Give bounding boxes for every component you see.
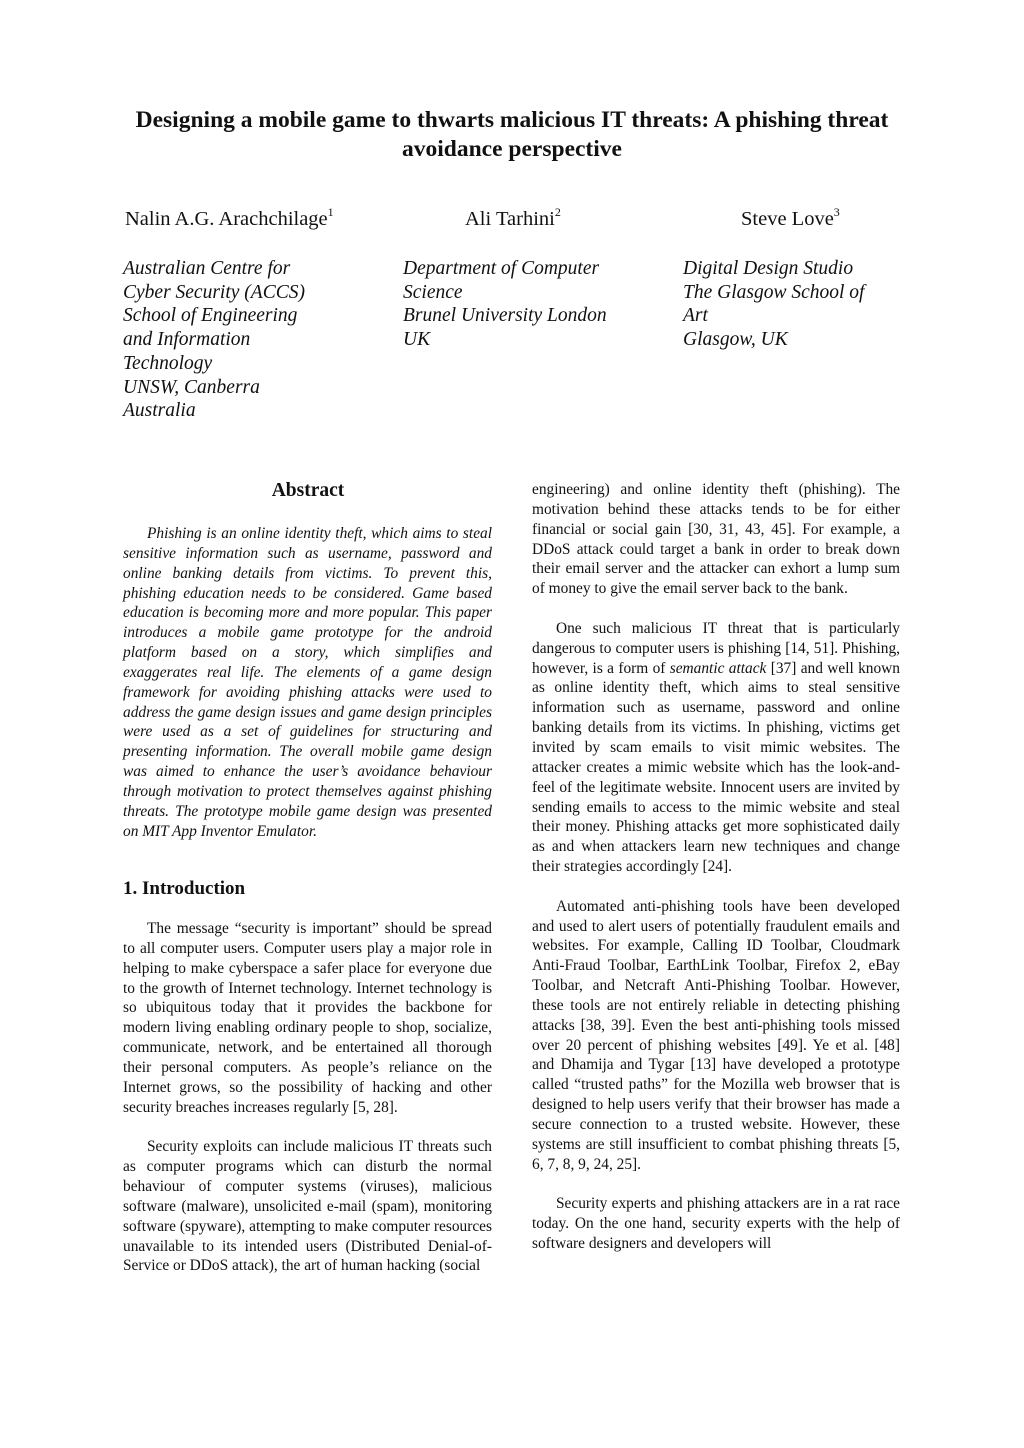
affiliation-3 [683,257,864,352]
body-paragraph [532,619,900,877]
affiliation-line: Science [403,281,463,303]
abstract-body [123,524,492,842]
author-name: Ali Tarhini [465,208,555,230]
affiliation-line: Cyber Security (ACCS) [123,281,305,303]
affiliation-line: Digital Design Studio [683,258,854,279]
abstract-paragraph: Phishing is an online identity theft, which aims to steal sensitive information such as username, password and online banking details from victims. To prevent this, phishing education needs to be considered. Game based education is becoming more and more popular. This paper introduces a mobile game prototype for the android platform based on a story, which simplifies and exaggerates real life. The elements of a game design framework for avoiding phishing attacks were used to address the game design issues and game design principles were used as a set of guidelines for structuring and presenting information. The overall mobile game design was aimed to enhance the user’s avoidance behaviour through motivation to protect themselves against phishing threats. The prototype mobile game design was presented on MIT App Inventor Emulator. [123,525,492,840]
left-column-body [123,919,492,1276]
author-name: Nalin A.G. Arachchilage [125,208,328,230]
body-paragraph: Security experts and phishing attackers are in a rat race today. On the one hand, security experts with the help of software designers and developers will [532,1195,900,1253]
body-paragraph: The message “security is important” should be spread to all computer users. Computer users play a major role in helping to make cyberspace a safer place for everyone due to the growth of Internet technology. Internet technology is so ubiquitous today that it provides the backbone for modern living enabling ordinary people to shop, socialize, communicate, network, and be entertained all thorough their personal computers. As people’s reliance on the Internet grows, so the possibility of hacking and other security breaches increases regularly [5, 28]. [123,920,492,1116]
affiliation-line: Art [683,305,708,327]
affiliation-line: The Glasgow School of [683,281,865,303]
text-run: [37] and well known as online identity theft, which aims to steal sensitive information such as username, password and online banking details from its victims. In phishing, victims get invited by scam emails to visit mimic websites. The attacker creates a mimic website which has the look-and-feel of the legitimate website. Innocent users are invited by sending emails to access to the mimic website and steal their money. Phishing attacks get more sophisticated daily as and when attackers learn new techniques and change their strategies accordingly [24]. [532,659,900,876]
affiliation-line: and Information [123,329,251,351]
body-paragraph: engineering) and online identity theft (phishing). The motivation behind these attacks tends to be for either financial or social gain [30, 31, 43, 45]. For example, a DDoS attack could target a bank in order to break down their email server and the attacker can exhort a lump sum of money to give the email server back to the bank. [532,481,900,598]
affiliation-line: Department of Computer [403,258,600,279]
text-run: One such malicious IT threat that is particularly dangerous to computer users is phishing [14, 51]. Phishing, however, is a form of [532,619,900,677]
body-paragraph: Automated anti-phishing tools have been developed and used to alert users of potentially fraudulent emails and websites. For example, Calling ID Toolbar, Cloudmark Anti-Fraud Toolbar, EarthLink Toolbar, Firefox 2, eBay Toolbar, and Netcraft Anti-Phishing Toolbar. However, these tools are not entirely reliable in detecting phishing attacks [38, 39]. Even the best anti-phishing tools missed over 20 percent of phishing websites [49]. Ye et al. [48] and Dhamija and Tygar [13] have developed a prototype called “trusted paths” for the Mozilla web browser that is designed to help users verify that their browser has made a secure connection to a trusted website. However, these systems are still insufficient to combat phishing threats [5, 6, 7, 8, 9, 24, 25]. [532,897,900,1173]
right-column-body [532,480,900,1254]
author-1 [125,206,334,232]
affiliation-line: UK [403,329,431,351]
body-paragraph: Security exploits can include malicious IT threats such as computer programs which can disturb the normal behaviour of computer systems (viruses), malicious software (malware), unsolicited e-mail (spam), monitoring software (spyware), attempting to make computer resources unavailable to its intended users (Distributed Denial-of-Service or DDoS attack), the art of human hacking (social [123,1138,492,1275]
affiliation-line: Technology [123,352,213,374]
affiliation-line: School of Engineering [123,305,298,327]
affiliation-line: Brunel University London [403,305,607,327]
affiliation-line: Australian Centre for [123,258,291,279]
author-2 [465,206,561,232]
affiliation-line: Australia [123,400,196,422]
author-affiliation-mark: 1 [327,205,334,219]
emphasis-term: semantic attack [669,659,767,677]
author-name: Steve Love [741,208,834,230]
affiliation-line: Glasgow, UK [683,329,788,351]
author-3 [741,206,840,232]
affiliation-line: UNSW, Canberra [123,376,260,398]
author-affiliation-mark: 2 [554,205,561,219]
section-heading-introduction: 1. Introduction [123,878,246,899]
affiliation-2 [403,257,607,352]
author-affiliation-mark: 3 [833,205,840,219]
abstract-heading: Abstract [271,480,345,501]
affiliation-1 [123,257,305,423]
paper-title: Designing a mobile game to thwarts malicious IT threats: A phishing threat avoidance perspective [135,107,889,162]
